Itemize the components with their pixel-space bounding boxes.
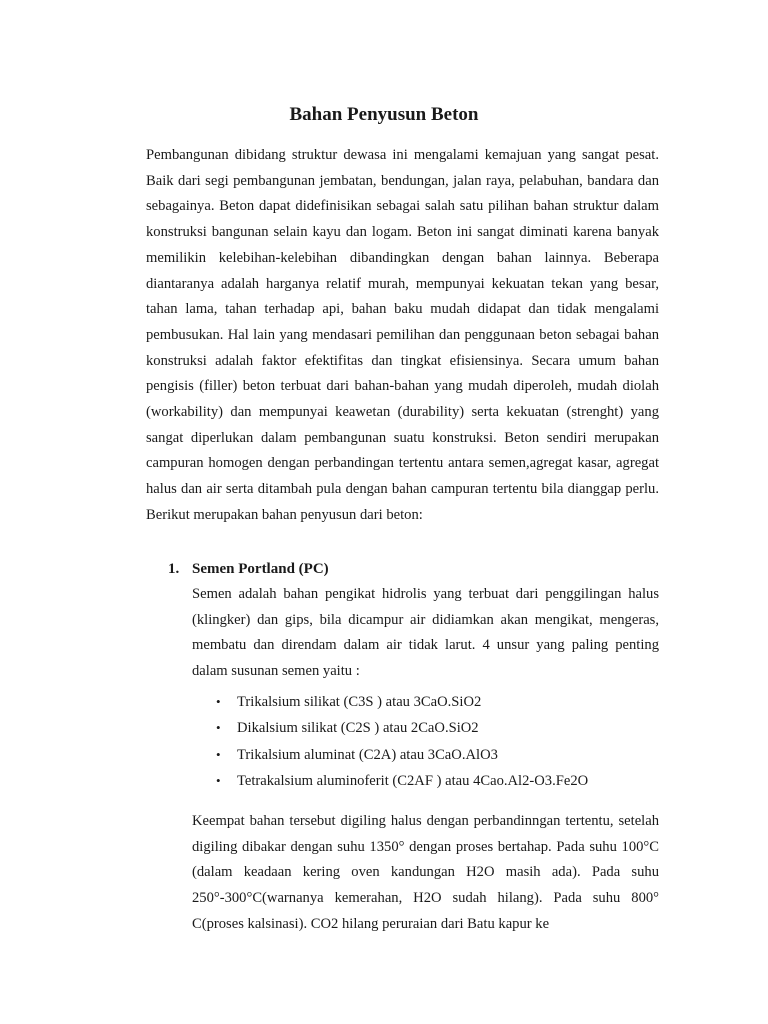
- list-number: 1.: [168, 561, 180, 577]
- bullet-item: [192, 742, 659, 769]
- list-item-heading: [146, 556, 659, 582]
- bullet-icon: •: [216, 746, 221, 762]
- document-title: Bahan Penyusun Beton: [289, 104, 479, 125]
- section-heading: Semen Portland (PC): [192, 561, 329, 577]
- bullet-text: Trikalsium silikat (C3S ) atau 3CaO.SiO2: [237, 693, 482, 710]
- intro-paragraph: Pembangunan dibidang struktur dewasa ini mengalami kemajuan yang sangat pesat. Baik dari segi pembangunan jembatan, bendungan, jalan raya, pelabuhan, bandara dan sebagainya. Beton dapat didefinisikan sebagai salah satu pilihan bahan struktur dalam konstruksi bangunan selain kayu dan logam. Beton ini sangat diminati karena banyak memilikin kelebihan-kelebihan dibandingkan dengan bahan lainnya. Beberapa diantaranya adalah harganya relatif murah, mempunyai kekuatan tekan yang besar, tahan lama, tahan terhadap api, bahan baku mudah didapat dan tidak mengalami pembusukan. Hal lain yang mendasari pemilihan dan penggunaan beton sebagai bahan konstruksi adalah faktor efektifitas dan tingkat efisiensinya. Secara umum bahan pengisis (filler) beton terbuat dari bahan-bahan yang mudah diperoleh, mudah diolah (workability) dan mempunyai keawetan (durability) serta kekuatan (strenght) yang sangat diperlukan dalam pembangunan suatu konstruksi. Beton sendiri merupakan campuran homogen dengan perbandingan tertentu antara semen,agregat kasar, agregat halus dan air serta ditambah pula dengan bahan campuran tertentu bila dianggap perlu. Berikut merupakan bahan penyusun dari beton:: [146, 147, 659, 523]
- bullet-icon: •: [216, 720, 221, 736]
- section-paragraph: Semen adalah bahan pengikat hidrolis yang terbuat dari penggilingan halus (klingker) dan gips, bila dicampur air didiamkan akan mengikat, mengeras, membatu dan direndam dalam air tidak larut. 4 unsur yang paling penting dalam susunan semen yaitu :: [192, 586, 659, 680]
- bullet-icon: •: [216, 773, 221, 789]
- section-paragraph: Keempat bahan tersebut digiling halus dengan perbandinngan tertentu, setelah digiling dibakar dengan suhu 1350° dengan proses bertahap. Pada suhu 100°C (dalam keadaan kering oven kandungan H2O masih ada). Pada suhu 250°-300°C(warnanya kemerahan, H2O sudah hilang). Pada suhu 800° C(proses kalsinasi). CO2 hilang peruraian dari Batu kapur ke: [192, 812, 659, 932]
- bullet-list: [192, 689, 659, 795]
- bullet-icon: •: [216, 693, 221, 709]
- bullet-item: [192, 689, 659, 716]
- section-body: [192, 582, 659, 937]
- bullet-item: [192, 715, 659, 742]
- bullet-item: [192, 768, 659, 795]
- numbered-list: [146, 556, 659, 937]
- bullet-text: Trikalsium aluminat (C2A) atau 3CaO.AlO3: [237, 746, 498, 763]
- bullet-text: Dikalsium silikat (C2S ) atau 2CaO.SiO2: [237, 720, 479, 737]
- bullet-text: Tetrakalsium aluminoferit (C2AF ) atau 4Cao.Al2-O3.Fe2O: [237, 773, 589, 790]
